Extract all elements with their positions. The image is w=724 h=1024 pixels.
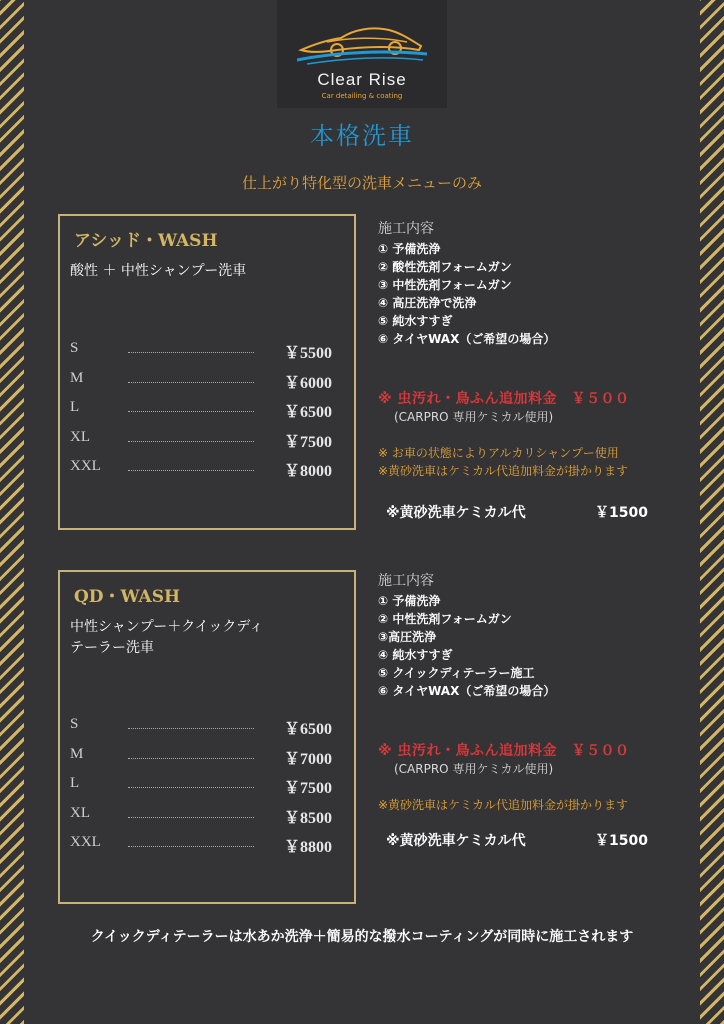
steps-list [378, 592, 555, 700]
step-item: ② 酸性洗剤フォームガン [378, 260, 512, 274]
brand-tagline: Car detailing & coating [321, 92, 403, 100]
chemical-fee-label: ※黄砂洗車ケミカル代 [386, 505, 526, 521]
size-label: XXL [70, 458, 101, 474]
price-row [70, 370, 330, 392]
note-item: ※ お車の状態によりアルカリシャンプー使用 [378, 446, 619, 460]
brand-name: Clear Rise [317, 70, 407, 89]
price-value: ￥8500 [283, 810, 332, 827]
footer-note: クイックディテーラーは水あか洗浄＋簡易的な撥水コーティングが同時に施工されます [90, 929, 634, 945]
step-item: ⑤ 純水すすぎ [378, 314, 453, 328]
brand-logo [277, 0, 447, 108]
details-heading: 施工内容 [378, 221, 434, 237]
step-item: ② 中性洗剤フォームガン [378, 612, 512, 626]
price-row [70, 429, 330, 451]
size-label: S [70, 340, 79, 356]
price-row [70, 834, 330, 856]
size-label: S [70, 716, 79, 732]
menu-title: アシッド・WASH [74, 231, 218, 251]
dotted-leader [128, 728, 254, 729]
dotted-leader [128, 817, 254, 818]
size-label: L [70, 399, 80, 415]
dotted-leader [128, 441, 254, 442]
menu-card-acid-wash [58, 214, 356, 530]
surcharge-text: ※ 虫汚れ・鳥ふん追加料金 ￥５００ [378, 743, 630, 759]
price-value: ￥5500 [283, 345, 332, 362]
note-item: ※黄砂洗車はケミカル代追加料金が掛かります [378, 798, 629, 812]
menu-description [70, 261, 246, 282]
price-value: ￥7000 [283, 751, 332, 768]
menu-description-line: 中性シャンプー＋クイックディ [70, 619, 264, 635]
size-label: XL [70, 805, 90, 821]
price-row [70, 399, 330, 421]
step-item: ③ 中性洗剤フォームガン [378, 278, 512, 292]
surcharge-text: ※ 虫汚れ・鳥ふん追加料金 ￥５００ [378, 391, 630, 407]
menu-card-qd-wash [58, 570, 356, 904]
step-item: ④ 純水すすぎ [378, 648, 453, 662]
price-value: ￥7500 [283, 434, 332, 451]
menu-description-line: テーラー洗車 [70, 640, 154, 656]
size-label: XL [70, 429, 90, 445]
price-value: ￥8000 [283, 463, 332, 480]
size-label: M [70, 370, 84, 386]
chemical-note: (CARPRO 専用ケミカル使用) [394, 762, 554, 776]
price-row [70, 775, 330, 797]
size-label: L [70, 775, 80, 791]
price-value: ￥7500 [283, 780, 332, 797]
price-row [70, 746, 330, 768]
step-item: ③高圧洗浄 [378, 630, 437, 644]
dotted-leader [128, 411, 254, 412]
dotted-leader [128, 758, 254, 759]
dotted-leader [128, 787, 254, 788]
notes [378, 796, 628, 814]
price-row [70, 805, 330, 827]
chemical-fee-price: ￥1500 [595, 833, 648, 849]
menu-title: QD・WASH [74, 587, 181, 607]
step-item: ④ 高圧洗浄で洗浄 [378, 296, 477, 310]
dotted-leader [128, 846, 254, 847]
menu-description-line: 酸性 ＋ 中性シャンプー洗車 [70, 263, 247, 279]
car-icon [297, 16, 427, 66]
size-label: M [70, 746, 84, 762]
left-stripe-border [0, 0, 24, 1024]
chemical-fee [386, 830, 656, 850]
step-item: ⑤ クイックディテーラー施工 [378, 666, 535, 680]
chemical-fee [386, 502, 656, 522]
right-stripe-border [700, 0, 724, 1024]
details-heading: 施工内容 [378, 573, 434, 589]
step-item: ⑥ タイヤWAX（ご希望の場合） [378, 332, 556, 346]
page-subtitle: 仕上がり特化型の洗車メニューのみ [241, 174, 482, 192]
dotted-leader [128, 352, 254, 353]
chemical-fee-price: ￥1500 [595, 505, 648, 521]
step-item: ⑥ タイヤWAX（ご希望の場合） [378, 684, 556, 698]
price-value: ￥6000 [283, 375, 332, 392]
size-label: XXL [70, 834, 101, 850]
dotted-leader [128, 382, 254, 383]
price-value: ￥8800 [283, 839, 332, 856]
price-row [70, 716, 330, 738]
step-item: ① 予備洗浄 [378, 242, 441, 256]
steps-list [378, 240, 555, 348]
chemical-note: (CARPRO 専用ケミカル使用) [394, 410, 554, 424]
price-value: ￥6500 [283, 404, 332, 421]
menu-description [70, 617, 263, 659]
dotted-leader [128, 470, 254, 471]
chemical-fee-label: ※黄砂洗車ケミカル代 [386, 833, 526, 849]
notes [378, 444, 628, 480]
price-row [70, 340, 330, 362]
page-title: 本格洗車 [310, 122, 414, 150]
note-item: ※黄砂洗車はケミカル代追加料金が掛かります [378, 464, 629, 478]
price-value: ￥6500 [283, 721, 332, 738]
price-row [70, 458, 330, 480]
step-item: ① 予備洗浄 [378, 594, 441, 608]
